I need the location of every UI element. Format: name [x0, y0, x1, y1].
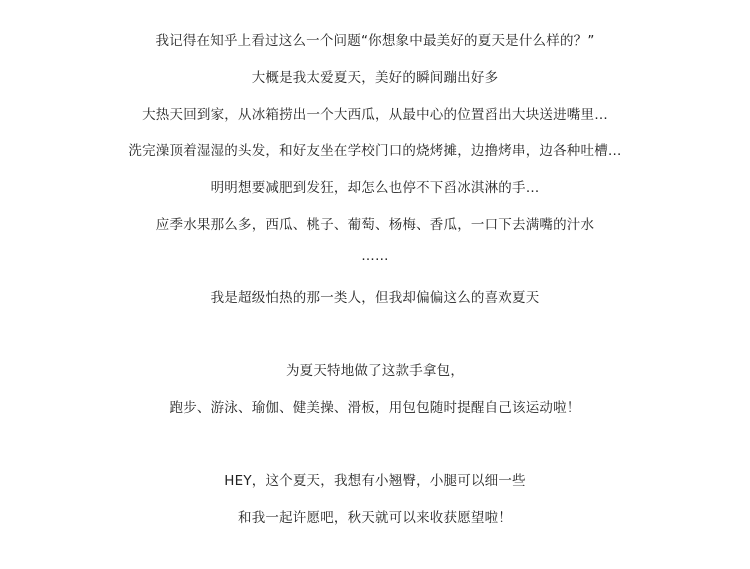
paragraph-make-a-wish: 和我一起许愿吧，秋天就可以来收获愿望啦！: [238, 510, 512, 526]
paragraph-barbecue: 洗完澡顶着湿湿的头发，和好友坐在学校门口的烧烤摊，边撸烤串，边各种吐槽…: [128, 143, 622, 159]
paragraph-ellipsis: ……: [361, 248, 389, 264]
paragraph-zhihu-question: 我记得在知乎上看过这么一个问题“你想象中最美好的夏天是什么样的？”: [155, 33, 595, 49]
paragraph-love-summer: 大概是我太爱夏天，美好的瞬间蹦出好多: [251, 70, 499, 86]
paragraph-watermelon: 大热天回到家，从冰箱捞出一个大西瓜，从最中心的位置舀出大块送进嘴里…: [142, 107, 608, 123]
paragraph-sports: 跑步、游泳、瑜伽、健美操、滑板，用包包随时提醒自己该运动啦！: [169, 400, 581, 416]
paragraph-afraid-of-heat: 我是超级怕热的那一类人，但我却偏偏这么的喜欢夏天: [210, 290, 540, 306]
paragraph-hey-summer: HEY，这个夏天，我想有小翘臀，小腿可以细一些: [224, 473, 526, 489]
paragraph-fruits: 应季水果那么多，西瓜、桃子、葡萄、杨梅、香瓜，一口下去满嘴的汁水: [155, 217, 595, 233]
paragraph-clutch-bag: 为夏天特地做了这款手拿包，: [285, 363, 465, 379]
paragraph-ice-cream: 明明想要减肥到发狂，却怎么也停不下舀冰淇淋的手…: [210, 180, 540, 196]
